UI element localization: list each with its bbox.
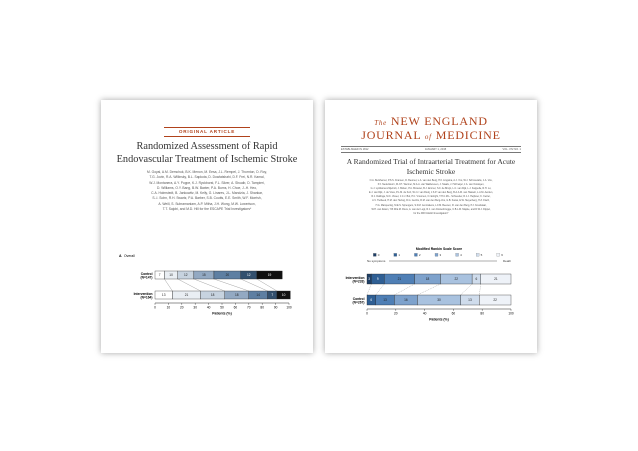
connector-line	[214, 279, 249, 291]
data-label: 20	[225, 273, 230, 278]
data-label: 12	[247, 273, 251, 278]
data-label: 15	[202, 273, 206, 278]
category-label: (N=164)	[140, 295, 153, 300]
x-tick-label: 90	[273, 305, 278, 310]
connector-line	[178, 279, 201, 291]
masthead-small-word: The	[374, 119, 388, 127]
data-label: 12	[184, 273, 188, 278]
author-line: S.-I. Sohn, R.H. Swartz, P.A. Barber, S.B. Coutts, E.E. Smith, W.F. Morrish,	[152, 196, 262, 201]
x-tick-label: 60	[451, 311, 456, 316]
connector-line	[376, 284, 385, 295]
x-tick-label: 80	[260, 305, 264, 310]
data-label: 13	[468, 298, 472, 303]
author-line: E.J. van Dijk, J. de Vries, P.L.M. de Kort, W.J.J. van Rooij, J.S.P. van den Berg, B.A.A.M. van Hasselt, L.A.M. Aerden,	[369, 191, 493, 195]
x-tick-label: 100	[286, 305, 292, 310]
left-article-page	[101, 100, 313, 353]
connector-line	[194, 279, 225, 291]
x-tick-label: 50	[220, 305, 224, 310]
data-label: 21	[494, 277, 498, 282]
issue-date: JANUARY 1, 2015	[424, 148, 447, 151]
author-line: H.A. Marquering, M.E.S. Sprengers, S.F.M. Jenniskens, L.F.M. Beenen, R. van den Berg, P.J. Koudstaal,	[375, 203, 487, 207]
x-axis-label: Patients (%)	[212, 311, 232, 316]
x-tick-label: 60	[233, 305, 238, 310]
author-line: A.V. Tielbeek, H.M. den Hertog, D.G. Gerrits, R.M. van den Berg-Vos, G.B. Karas, E.W. Steyerberg, H.Z. Flach,	[372, 199, 490, 203]
data-label: 13	[161, 293, 166, 298]
masthead-small-word: of	[424, 133, 432, 141]
legend-label: 2	[418, 253, 421, 257]
mrs-distribution-chart-mr-clean	[325, 100, 537, 353]
legend-swatch	[497, 253, 500, 256]
masthead-word: NEW ENGLAND	[390, 114, 488, 128]
x-tick-label: 10	[166, 305, 171, 310]
masthead-word: JOURNAL	[361, 128, 422, 142]
x-tick-label: 0	[366, 311, 368, 316]
connector-line	[394, 284, 414, 295]
x-tick-label: 40	[422, 311, 427, 316]
connector-line	[367, 284, 371, 295]
data-label: 18	[234, 293, 239, 298]
legend-swatch	[476, 253, 479, 256]
data-label: 7	[158, 273, 161, 278]
legend-label: 3	[439, 253, 442, 257]
legend-left-label: No symptoms	[367, 259, 386, 263]
chart-title: Overall	[124, 254, 135, 258]
data-label: 21	[397, 277, 402, 282]
category-label: Control	[140, 271, 153, 276]
x-tick-label: 70	[247, 305, 251, 310]
right-article-page	[325, 100, 537, 353]
legend-right-label: Death	[502, 259, 511, 263]
x-tick-label: 20	[180, 305, 184, 310]
x-tick-label: 100	[508, 311, 514, 316]
author-line: for the MR CLEAN Investigators*	[413, 211, 449, 215]
data-label: 18	[210, 293, 215, 298]
panel-label: A	[119, 254, 122, 258]
category-label: Intervention	[133, 291, 153, 296]
author-line: P.J. Nederkoorn, M.J.H. Wermer, M.A.A. van Walderveen, J. Staals, J. Hofmeijer, J.A. van Oostayen,	[377, 183, 485, 187]
article-title-line: A Randomized Trial of Intraarterial Treatment for Acute	[346, 157, 516, 166]
connector-line	[461, 284, 473, 295]
x-tick-label: 80	[480, 311, 484, 316]
author-line: W.H. van Zwam, Y.B.W.E.M. Roos, A. van der Lugt, R.J. van Oostenbrugge, C.B.L.M. Majoie, and D.W.J. Dippel,	[371, 207, 491, 211]
x-tick-label: 0	[154, 305, 156, 310]
legend-label: 6	[501, 253, 503, 257]
legend-label: 1	[398, 253, 401, 257]
data-label: 14	[256, 293, 260, 298]
legend-swatch	[414, 253, 417, 256]
connector-line	[479, 284, 480, 295]
connector-line	[164, 279, 172, 291]
legend-label: 4	[460, 253, 462, 257]
author-line: W.J. Montanera, A.Y. Poppe, K.J. Ryckborst, F.L. Silver, A. Shuaib, D. Tampieri,	[149, 180, 265, 185]
x-tick-label: 40	[206, 305, 211, 310]
chart-title: Modified Rankin Scale Score	[415, 247, 463, 251]
connector-line	[241, 279, 268, 291]
author-line: O.A. Berkhemer, P.S.S. Fransen, D. Beumer, L.A. van den Berg, H.F. Lingsma, A.J. Yoo, W.J. Schonewille, J.A. Vos,	[369, 179, 493, 182]
category-label: (N=267)	[352, 300, 365, 305]
masthead-word: MEDICINE	[435, 128, 501, 142]
article-type-tag: ORIGINAL ARTICLE	[178, 129, 236, 134]
data-label: 10	[281, 293, 286, 298]
legend-label: 5	[480, 253, 483, 257]
article-title-line: Ischemic Stroke	[406, 166, 456, 176]
connector-line	[257, 279, 277, 291]
legend-label: 0	[377, 253, 380, 257]
legend-swatch	[394, 253, 397, 256]
established-label: ESTABLISHED IN 1812	[341, 148, 369, 151]
x-axis-label: Patients (%)	[429, 317, 449, 322]
data-label: 22	[454, 277, 459, 282]
data-label: 16	[404, 298, 408, 303]
category-label: (N=147)	[140, 275, 153, 280]
author-line: A. Weill, S. Subramaniam, A.P. Mitha, J.H. Wong, M.W. Lowerison,	[158, 201, 256, 206]
category-label: (N=233)	[352, 279, 365, 284]
legend-swatch	[435, 253, 438, 256]
mrs-distribution-chart-escape	[101, 100, 313, 353]
data-label: 6	[475, 277, 478, 282]
legend-swatch	[373, 253, 376, 256]
data-label: 18	[425, 277, 430, 282]
category-label: Control	[352, 296, 365, 301]
author-line: D. Williams, O.Y. Bang, B.W. Baxter, P.A. Burns, H. Choe, J.-H. Heo,	[157, 185, 257, 190]
data-label: 6	[370, 298, 373, 303]
data-label: 22	[493, 298, 497, 303]
x-tick-label: 30	[193, 305, 197, 310]
data-label: 30	[437, 298, 441, 303]
data-label: 9	[376, 277, 379, 282]
category-label: Intervention	[345, 275, 365, 280]
data-label: 13	[383, 298, 387, 303]
author-line: G.J. Lycklama à Nijeholt, J. Boiten, P.A. Brouwer, B.J. Emmer, S.F. de Bruijn, L.C. van Dijk, L.J. Kappelle, R.H. Lo,	[370, 187, 492, 191]
data-label: 10	[169, 273, 173, 278]
legend-swatch	[456, 253, 459, 256]
author-line: T.G. Jovin, R.A. Willinsky, B.L. Sapkota, D. Dowlatshahi, D.F. Frei, N.R. Kamal,	[149, 175, 265, 180]
author-line: C.A. Holmstedt, B. Jankowitz, M. Kelly, G. Linares, J.L. Mandzia, J. Shankar,	[151, 191, 263, 196]
connector-line	[417, 284, 440, 295]
data-label: 19	[267, 273, 272, 278]
data-label: 21	[184, 293, 189, 298]
author-line: T.T. Sajobi, and M.D. Hill for the ESCAPE Trial Investigators*	[162, 207, 252, 212]
article-title-line: Endovascular Treatment of Ischemic Stroke	[116, 154, 298, 165]
author-line: R.J. Dallinga, M.C. Visser, J.C.J. Bot, P.C. Vroomen, O. Eshghi, T.H.C.M.L. Schreuder, R.J.J. Heijboer, K. Keizer,	[371, 195, 491, 199]
data-label: 3	[368, 277, 371, 282]
data-label: 7	[271, 293, 274, 298]
author-line: M. Goyal, A.M. Demchuk, B.K. Menon, M. Eesa, J.L. Rempel, J. Thornton, D. Roy,	[147, 170, 267, 174]
article-title-line: Randomized Assessment of Rapid	[136, 141, 278, 152]
volume-label: VOL. 372 NO. 1	[502, 148, 521, 151]
x-tick-label: 20	[394, 311, 398, 316]
